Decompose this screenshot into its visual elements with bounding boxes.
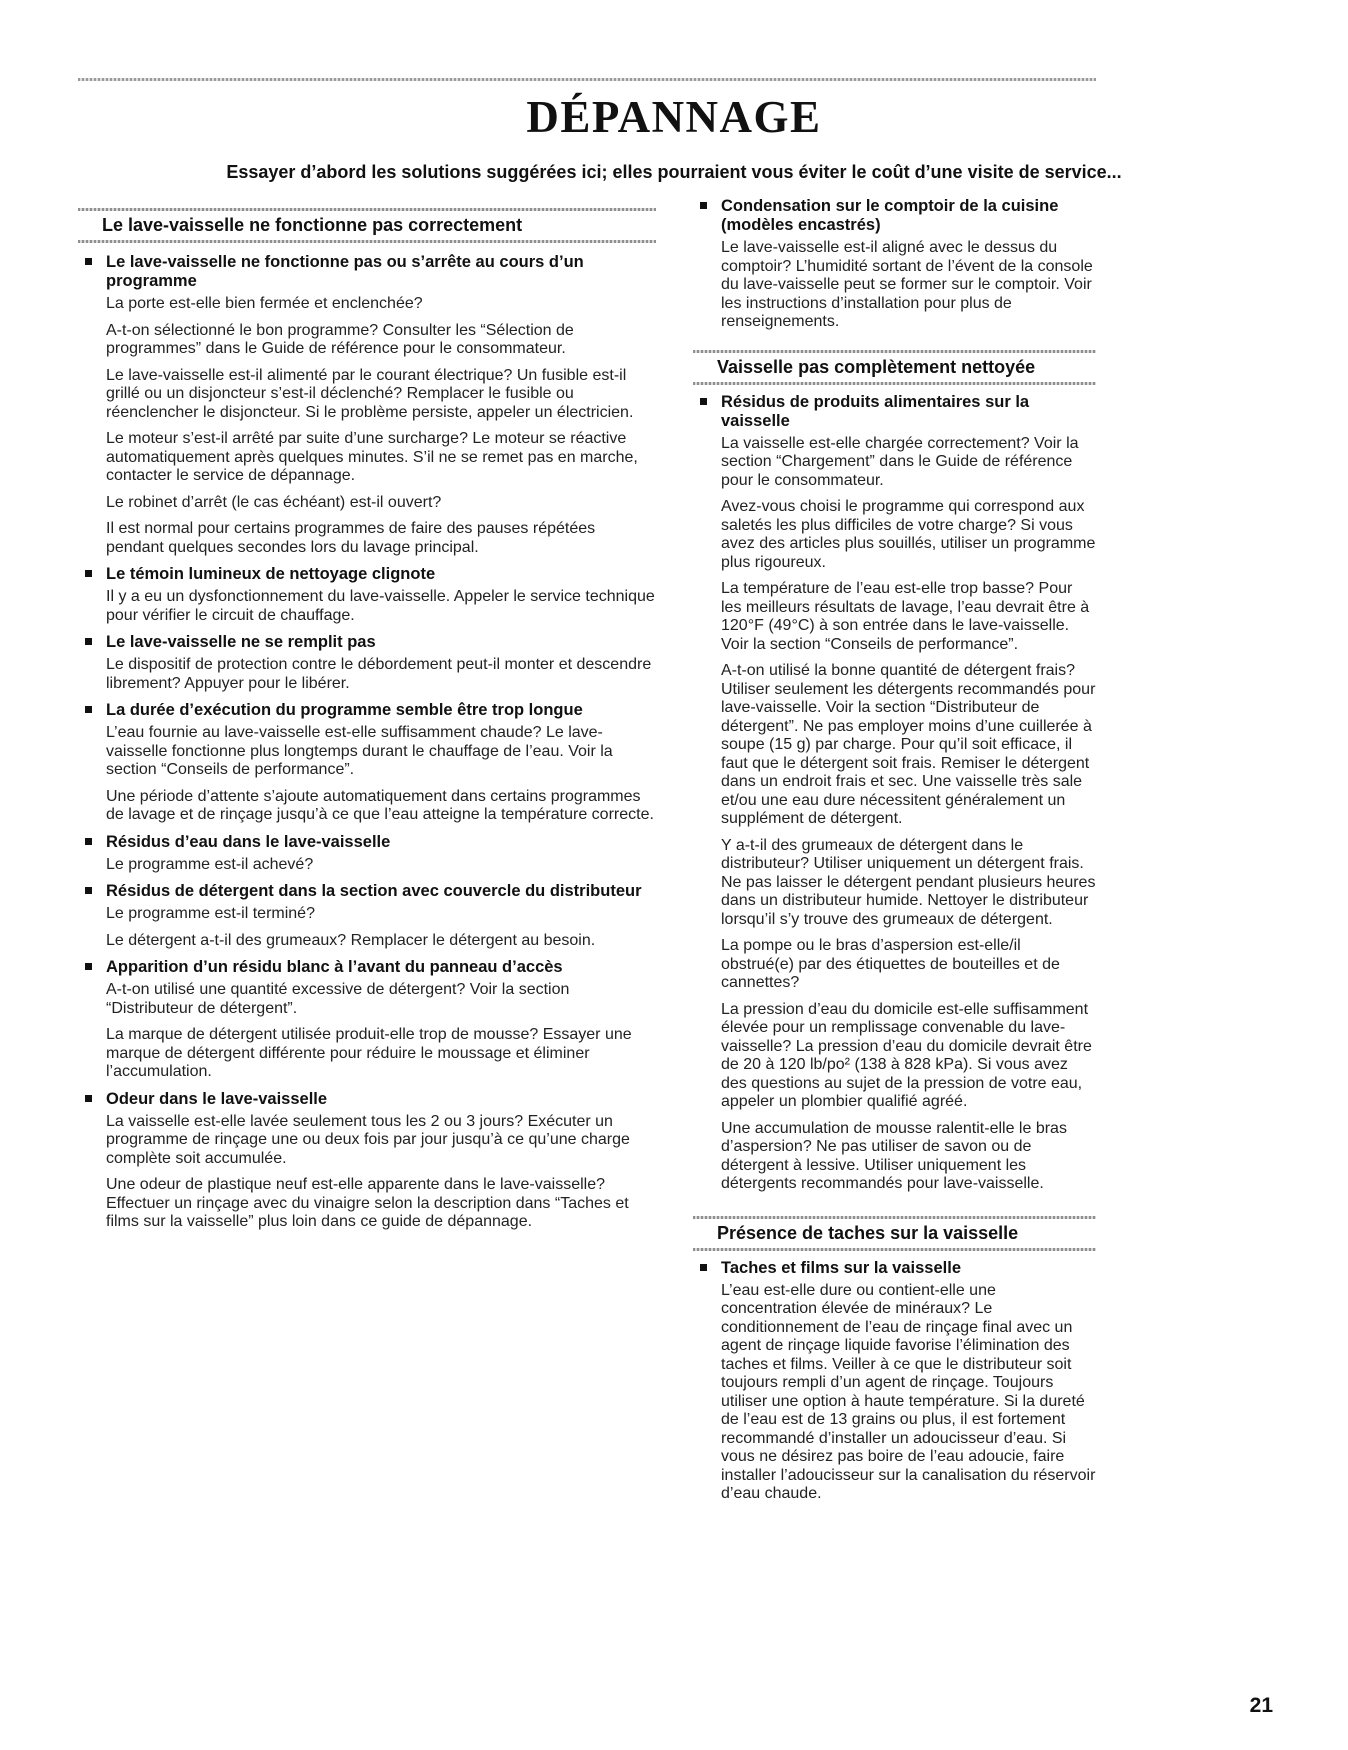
item-paragraph: Une odeur de plastique neuf est-elle apparente dans le lave-vaisselle? Effectuer un rinçage avec du vinaigre selon la description dans “Taches et films sur la vaisselle” plus loin dans ce guide de dépannage.	[106, 1176, 629, 1230]
item-paragraph: La marque de détergent utilisée produit-elle trop de mousse? Essayer une marque de détergent différente pour réduire le moussage et éliminer l’accumulation.	[106, 1026, 632, 1080]
troubleshoot-item-condensation	[693, 197, 1096, 332]
troubleshoot-item	[78, 565, 656, 625]
item-paragraph: Une période d’attente s’ajoute automatiquement dans certains programmes de lavage et de rinçage jusqu’à ce que l’eau atteigne la température correcte.	[106, 787, 654, 823]
bullet-square-icon	[85, 838, 92, 845]
item-title: Le lave-vaisselle ne fonctionne pas ou s’arrête au cours d’un programme	[106, 253, 584, 290]
section-heading-text: Vaisselle pas complètement nettoyée	[717, 356, 1036, 377]
item-paragraph: La pompe ou le bras d’aspersion est-elle/il obstrué(e) par des étiquettes de bouteilles et de cannettes?	[721, 937, 1060, 991]
item-paragraph: La porte est-elle bien fermée et enclenchée?	[106, 295, 423, 312]
top-dotted-rule	[78, 78, 1096, 81]
item-paragraph: L’eau fournie au lave-vaisselle est-elle suffisamment chaude? Le lave-vaisselle fonctionne plus longtemps durant le chauffage de l’eau. Voir la section “Conseils de performance”.	[106, 724, 613, 778]
item-paragraph: A-t-on utilisé une quantité excessive de détergent? Voir la section “Distributeur de détergent”.	[106, 981, 570, 1017]
item-paragraph: Le programme est-il achevé?	[106, 855, 314, 873]
left-item-list	[78, 253, 656, 1232]
troubleshoot-item	[78, 1090, 656, 1232]
page-number: 21	[1249, 1694, 1273, 1717]
item-paragraph: A-t-on sélectionné le bon programme? Consulter les “Sélection de programmes” dans le Guide de référence pour le consommateur.	[106, 321, 574, 357]
page-subtitle: Essayer d’abord les solutions suggérées ici; elles pourraient vous éviter le coût d’une visite de service...	[226, 162, 1122, 182]
troubleshoot-item	[78, 253, 656, 557]
troubleshoot-item	[78, 833, 656, 875]
section-heading-not-clean	[693, 350, 1096, 385]
item-paragraph: Le robinet d’arrêt (le cas échéant) est-il ouvert?	[106, 493, 442, 511]
section-heading-text: Présence de taches sur la vaisselle	[717, 1222, 1019, 1243]
item-paragraph: Le moteur s’est-il arrêté par suite d’une surcharge? Le moteur se réactive automatiquement après quelques minutes. S’il ne se remet pas en marche, contacter le service de dépannage.	[106, 430, 638, 484]
section-heading-not-working	[78, 208, 656, 243]
troubleshoot-item	[78, 633, 656, 693]
item-paragraph: Le lave-vaisselle est-il aligné avec le dessus du comptoir? L’humidité sortant de l’évent de la console du lave-vaisselle peut se former sur le comptoir. Voir les instructions d’installation pour plus de renseignements.	[721, 239, 1093, 330]
item-paragraph: Le détergent a-t-il des grumeaux? Remplacer le détergent au besoin.	[106, 931, 596, 949]
bullet-square-icon	[700, 1264, 707, 1271]
bullet-square-icon	[85, 706, 92, 713]
troubleshoot-item-food-residue	[693, 393, 1096, 1194]
item-paragraph: Une accumulation de mousse ralentit-elle le bras d’aspersion? Ne pas utiliser de savon ou de détergent à lessive. Utiliser uniquement les détergents recommandés pour lave-vaisselle.	[721, 1119, 1067, 1192]
item-paragraph: La vaisselle est-elle lavée seulement tous les 2 ou 3 jours? Exécuter un programme de rinçage une ou deux fois par jour jusqu’à ce qu’une charge complète soit accumulée.	[106, 1112, 630, 1167]
item-paragraph: Le dispositif de protection contre le débordement peut-il monter et descendre librement? Appuyer pour le libérer.	[106, 656, 652, 692]
bullet-square-icon	[700, 202, 707, 209]
item-paragraph: Le programme est-il terminé?	[106, 905, 315, 922]
item-title: Apparition d’un résidu blanc à l’avant du panneau d’accès	[106, 958, 563, 976]
bullet-square-icon	[85, 638, 92, 645]
item-paragraph: La pression d’eau du domicile est-elle suffisamment élevée pour un remplissage convenable du lave-vaisselle? La pression d’eau du domicile devrait être de 20 à 120 lb/po² (138 à 828 kPa). Si vous avez des questions au sujet de la pression de votre eau, appeler un plombier qualifié agréé.	[721, 1000, 1092, 1110]
item-paragraph: Avez-vous choisi le programme qui correspond aux saletés les plus difficiles de votre charge? Si vous avez des articles plus souillés, utiliser un programme plus rigoureux.	[721, 498, 1096, 571]
item-title: Le lave-vaisselle ne se remplit pas	[106, 633, 376, 651]
item-title: Résidus de détergent dans la section avec couvercle du distributeur	[106, 882, 642, 900]
item-paragraph: La température de l’eau est-elle trop basse? Pour les meilleurs résultats de lavage, l’eau devrait être à 120°F (49°C) à son entrée dans le lave-vaisselle. Voir la section “Conseils de performance”.	[721, 580, 1090, 653]
bullet-square-icon	[700, 398, 707, 405]
item-title: La durée d’exécution du programme semble être trop longue	[106, 701, 583, 719]
bullet-square-icon	[85, 258, 92, 265]
item-paragraph: Le lave-vaisselle est-il alimenté par le courant électrique? Un fusible est-il grillé ou un disjoncteur s’est-il déclenché? Remplacer le fusible ou réenclencher le disjoncteur. Si le problème persiste, appeler un électricien.	[106, 366, 634, 421]
item-paragraph: Il y a eu un dysfonctionnement du lave-vaisselle. Appeler le service technique pour vérifier le circuit de chauffage.	[106, 588, 655, 624]
item-paragraph: A-t-on utilisé la bonne quantité de détergent frais? Utiliser seulement les détergents recommandés pour lave-vaisselle. Voir la section “Distributeur de détergent”. Ne pas employer moins d’une cuillerée à soupe (15 g) par charge. Pour qu’il soit efficace, il faut que le détergent soit frais. Remiser le détergent dans un endroit frais et sec. Une vaisselle très sale et/ou une eau dure nécessitent généralement un supplément de détergent.	[721, 662, 1096, 827]
section-heading-text: Le lave-vaisselle ne fonctionne pas correctement	[102, 215, 523, 235]
item-title: Le témoin lumineux de nettoyage clignote	[106, 565, 436, 583]
item-title: Odeur dans le lave-vaisselle	[106, 1089, 328, 1108]
item-paragraph: Y a-t-il des grumeaux de détergent dans le distributeur? Utiliser uniquement un détergent frais. Ne pas laisser le détergent pendant plusieurs heures dans un distributeur humide. Nettoyer le distributeur lorsqu’il s’y trouve des grumeaux de détergent.	[721, 836, 1096, 928]
right-column	[693, 197, 1096, 1512]
troubleshoot-item-spots-films	[693, 1259, 1096, 1504]
page-title: DÉPANNAGE	[526, 92, 822, 142]
item-title: Résidus d’eau dans le lave-vaisselle	[106, 832, 391, 851]
section-heading-spots	[693, 1216, 1096, 1251]
left-column	[78, 208, 656, 1240]
troubleshoot-item	[78, 882, 656, 950]
item-paragraph: La vaisselle est-elle chargée correctement? Voir la section “Chargement” dans le Guide de référence pour le consommateur.	[721, 434, 1079, 489]
bullet-square-icon	[85, 1095, 92, 1102]
troubleshoot-item	[78, 701, 656, 825]
item-title: Condensation sur le comptoir de la cuisine (modèles encastrés)	[721, 197, 1059, 234]
bullet-square-icon	[85, 963, 92, 970]
item-title: Taches et films sur la vaisselle	[721, 1258, 961, 1277]
item-paragraph: Il est normal pour certains programmes de faire des pauses répétées pendant quelques secondes lors du lavage principal.	[106, 520, 596, 556]
bullet-square-icon	[85, 887, 92, 894]
troubleshoot-item	[78, 958, 656, 1082]
bullet-square-icon	[85, 570, 92, 577]
item-paragraph: L’eau est-elle dure ou contient-elle une concentration élevée de minéraux? Le conditionnement de l’eau de rinçage final avec un agent de rinçage liquide favorise l’élimination des taches et films. Veiller à ce que le distributeur soit toujours rempli d’un agent de rinçage. Toujours utiliser une option à haute température. Si la dureté de l’eau est de 13 grains ou plus, il est fortement recommandé d’installer un adoucisseur d’eau. Si vous ne désirez pas boire de l’eau adoucie, faire installer l’adoucisseur sur la canalisation du réservoir d’eau chaude.	[721, 1281, 1096, 1502]
item-title: Résidus de produits alimentaires sur la vaisselle	[721, 392, 1030, 430]
